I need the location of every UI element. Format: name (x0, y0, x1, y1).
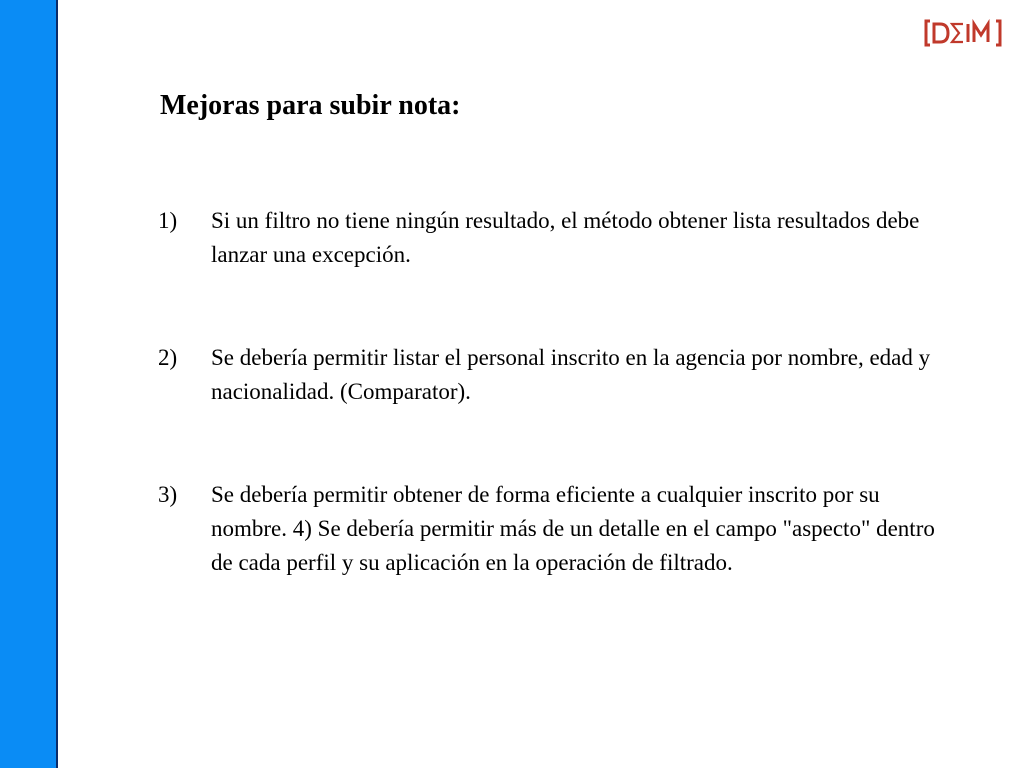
slide-title: Mejoras para subir nota: (160, 90, 461, 121)
list-item-text: Si un filtro no tiene ningún resultado, el método obtener lista resultados debe lanzar una excepción. (211, 208, 920, 267)
list-item-number: 3) (158, 482, 178, 507)
left-accent-bar (0, 0, 58, 768)
list-item (158, 478, 958, 580)
list-item-text: Se debería permitir listar el personal inscrito en la agencia por nombre, edad y nacionalidad. (Comparator). (211, 345, 931, 404)
list-item-text: Se debería permitir obtener de forma eficiente a cualquier inscrito por su nombre. 4) Se debería permitir más de un detalle en el campo "aspecto" dentro de cada perfil y su aplicación en la operación de filtrado. (211, 482, 935, 575)
deim-logo (924, 18, 1004, 48)
list-item-number: 2) (158, 345, 178, 370)
list-item-number: 1) (158, 208, 178, 233)
list-item (158, 204, 958, 272)
list-item (158, 341, 958, 409)
